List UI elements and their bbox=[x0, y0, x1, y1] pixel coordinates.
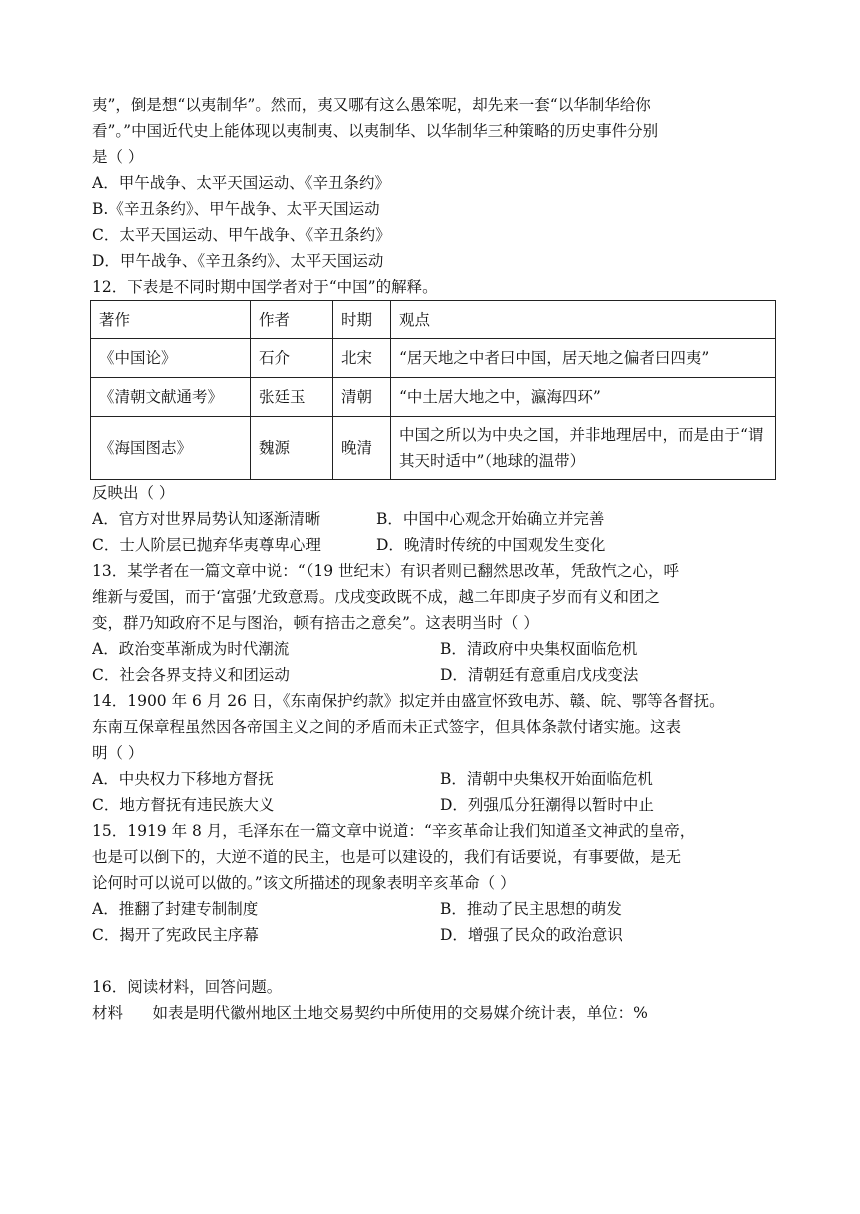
table-header-cell: 作者 bbox=[251, 301, 333, 339]
question-15-text-line: 也是可以倒下的，大逆不道的民主，也是可以建设的，我们有话要说，有事要做，是无 bbox=[92, 848, 682, 866]
table-cell: 魏源 bbox=[251, 417, 333, 480]
question-13-text-line: 13．某学者在一篇文章中说：“（19 世纪末）有识者则已翻然思改革，凭敌忾之心，呼 bbox=[92, 562, 680, 580]
question-15-options-row bbox=[92, 896, 782, 922]
question-14-option-c: C．地方督抚有违民族大义 bbox=[92, 796, 275, 814]
question-13-option-b: B．清政府中央集权面临危机 bbox=[440, 640, 638, 658]
question-12-option-a: A．官方对世界局势认知逐渐清晰 bbox=[92, 510, 321, 528]
table-cell: 《海国图志》 bbox=[91, 417, 251, 480]
question-16 bbox=[92, 974, 782, 1026]
table-cell: 《清朝文献通考》 bbox=[91, 378, 251, 417]
table-cell: “中土居大地之中，瀛海四环” bbox=[391, 378, 776, 417]
question-13-options-row bbox=[92, 636, 782, 662]
question-12-option-b: B．中国中心观念开始确立并完善 bbox=[376, 510, 605, 528]
question-12-option-d: D．晚清时传统的中国观发生变化 bbox=[376, 536, 606, 554]
question-11-option-b: B.《辛丑条约》、甲午战争、太平天国运动 bbox=[92, 200, 380, 218]
table-cell: 石介 bbox=[251, 339, 333, 378]
table-cell: 北宋 bbox=[333, 339, 391, 378]
question-12-table bbox=[90, 300, 776, 480]
question-16-stem: 16．阅读材料，回答问题。 bbox=[92, 978, 283, 996]
question-13 bbox=[92, 558, 782, 688]
table-header-cell: 观点 bbox=[391, 301, 776, 339]
question-12-options-row bbox=[92, 532, 782, 558]
question-14-option-a: A．中央权力下移地方督抚 bbox=[92, 770, 274, 788]
question-14-text-line: 明（ ） bbox=[92, 744, 144, 762]
table-cell: “居天地之中者曰中国，居天地之偏者曰四夷” bbox=[391, 339, 776, 378]
question-14-text-line: 14．1900 年 6 月 26 日，《东南保护约款》拟定并由盛宣怀致电苏、赣、皖、鄂等各督抚。 bbox=[92, 692, 725, 710]
question-13-text-line: 维新与爱国，而于‘富强’尤致意焉。戊戌变政既不成，越二年即庚子岁而有义和团之 bbox=[92, 588, 660, 606]
question-15-option-a: A．推翻了封建专制制度 bbox=[92, 900, 259, 918]
table-row bbox=[91, 378, 776, 417]
question-13-options-row bbox=[92, 662, 782, 688]
question-13-option-a: A．政治变革渐成为时代潮流 bbox=[92, 640, 290, 658]
question-14-options-row bbox=[92, 792, 782, 818]
question-11-option-a: A．甲午战争、太平天国运动、《辛丑条约》 bbox=[92, 174, 390, 192]
question-14-option-b: B．清朝中央集权开始面临危机 bbox=[440, 770, 653, 788]
question-14-text-line: 东南互保章程虽然因各帝国主义之间的矛盾而未正式签字，但具体条款付诸实施。这表 bbox=[92, 718, 682, 736]
question-12-stem: 12．下表是不同时期中国学者对于“中国”的解释。 bbox=[92, 278, 438, 296]
question-11-text-line: 是（ ） bbox=[92, 148, 144, 166]
table-cell: 张廷玉 bbox=[251, 378, 333, 417]
question-11-text-line: 夷”，倒是想“以夷制华”。然而，夷又哪有这么愚笨呢，却先来一套“以华制华给你 bbox=[92, 96, 651, 114]
question-15 bbox=[92, 818, 782, 948]
question-14 bbox=[92, 688, 782, 818]
question-11-text-line: 看”。”中国近代史上能体现以夷制夷、以夷制华、以华制华三种策略的历史事件分别 bbox=[92, 122, 659, 140]
table-cell: 《中国论》 bbox=[91, 339, 251, 378]
question-15-text-line: 论何时可以说可以做的。”该文所描述的现象表明辛亥革命（ ） bbox=[92, 874, 516, 892]
question-14-option-d: D．列强瓜分狂潮得以暂时中止 bbox=[440, 796, 654, 814]
question-15-text-line: 15．1919 年 8 月，毛泽东在一篇文章中说道：“辛亥革命让我们知道圣文神武的皇帝， bbox=[92, 822, 696, 840]
question-12-option-c: C．士人阶层已抛弃华夷尊卑心理 bbox=[92, 536, 321, 554]
table-header-cell: 著作 bbox=[91, 301, 251, 339]
question-13-option-c: C．社会各界支持义和团运动 bbox=[92, 666, 290, 684]
question-16-material: 材料 如表是明代徽州地区土地交易契约中所使用的交易媒介统计表，单位：% bbox=[92, 1004, 648, 1022]
question-13-option-d: D．清朝廷有意重启戊戌变法 bbox=[440, 666, 639, 684]
question-15-option-c: C．揭开了宪政民主序幕 bbox=[92, 926, 259, 944]
question-12 bbox=[92, 274, 782, 558]
exam-page bbox=[92, 92, 782, 1026]
table-header-row bbox=[91, 301, 776, 339]
question-13-text-line: 变，群乃知政府不足与图治，顿有掊击之意矣”。这表明当时（ ） bbox=[92, 614, 539, 632]
table-cell: 晚清 bbox=[333, 417, 391, 480]
table-header-cell: 时期 bbox=[333, 301, 391, 339]
table-row bbox=[91, 417, 776, 480]
question-12-prompt: 反映出（ ） bbox=[92, 484, 175, 502]
question-15-options-row bbox=[92, 922, 782, 948]
question-15-option-b: B．推动了民主思想的萌发 bbox=[440, 900, 622, 918]
question-12-options-row bbox=[92, 506, 782, 532]
question-11-option-d: D．甲午战争、《辛丑条约》、太平天国运动 bbox=[92, 252, 384, 270]
question-11-option-c: C．太平天国运动、甲午战争、《辛丑条约》 bbox=[92, 226, 391, 244]
question-15-option-d: D．增强了民众的政治意识 bbox=[440, 926, 623, 944]
blank-line bbox=[92, 948, 782, 974]
table-cell: 中国之所以为中央之国，并非地理居中，而是由于“谓其天时适中”（地球的温带） bbox=[391, 417, 776, 480]
question-14-options-row bbox=[92, 766, 782, 792]
question-11 bbox=[92, 92, 782, 274]
table-cell: 清朝 bbox=[333, 378, 391, 417]
table-row bbox=[91, 339, 776, 378]
